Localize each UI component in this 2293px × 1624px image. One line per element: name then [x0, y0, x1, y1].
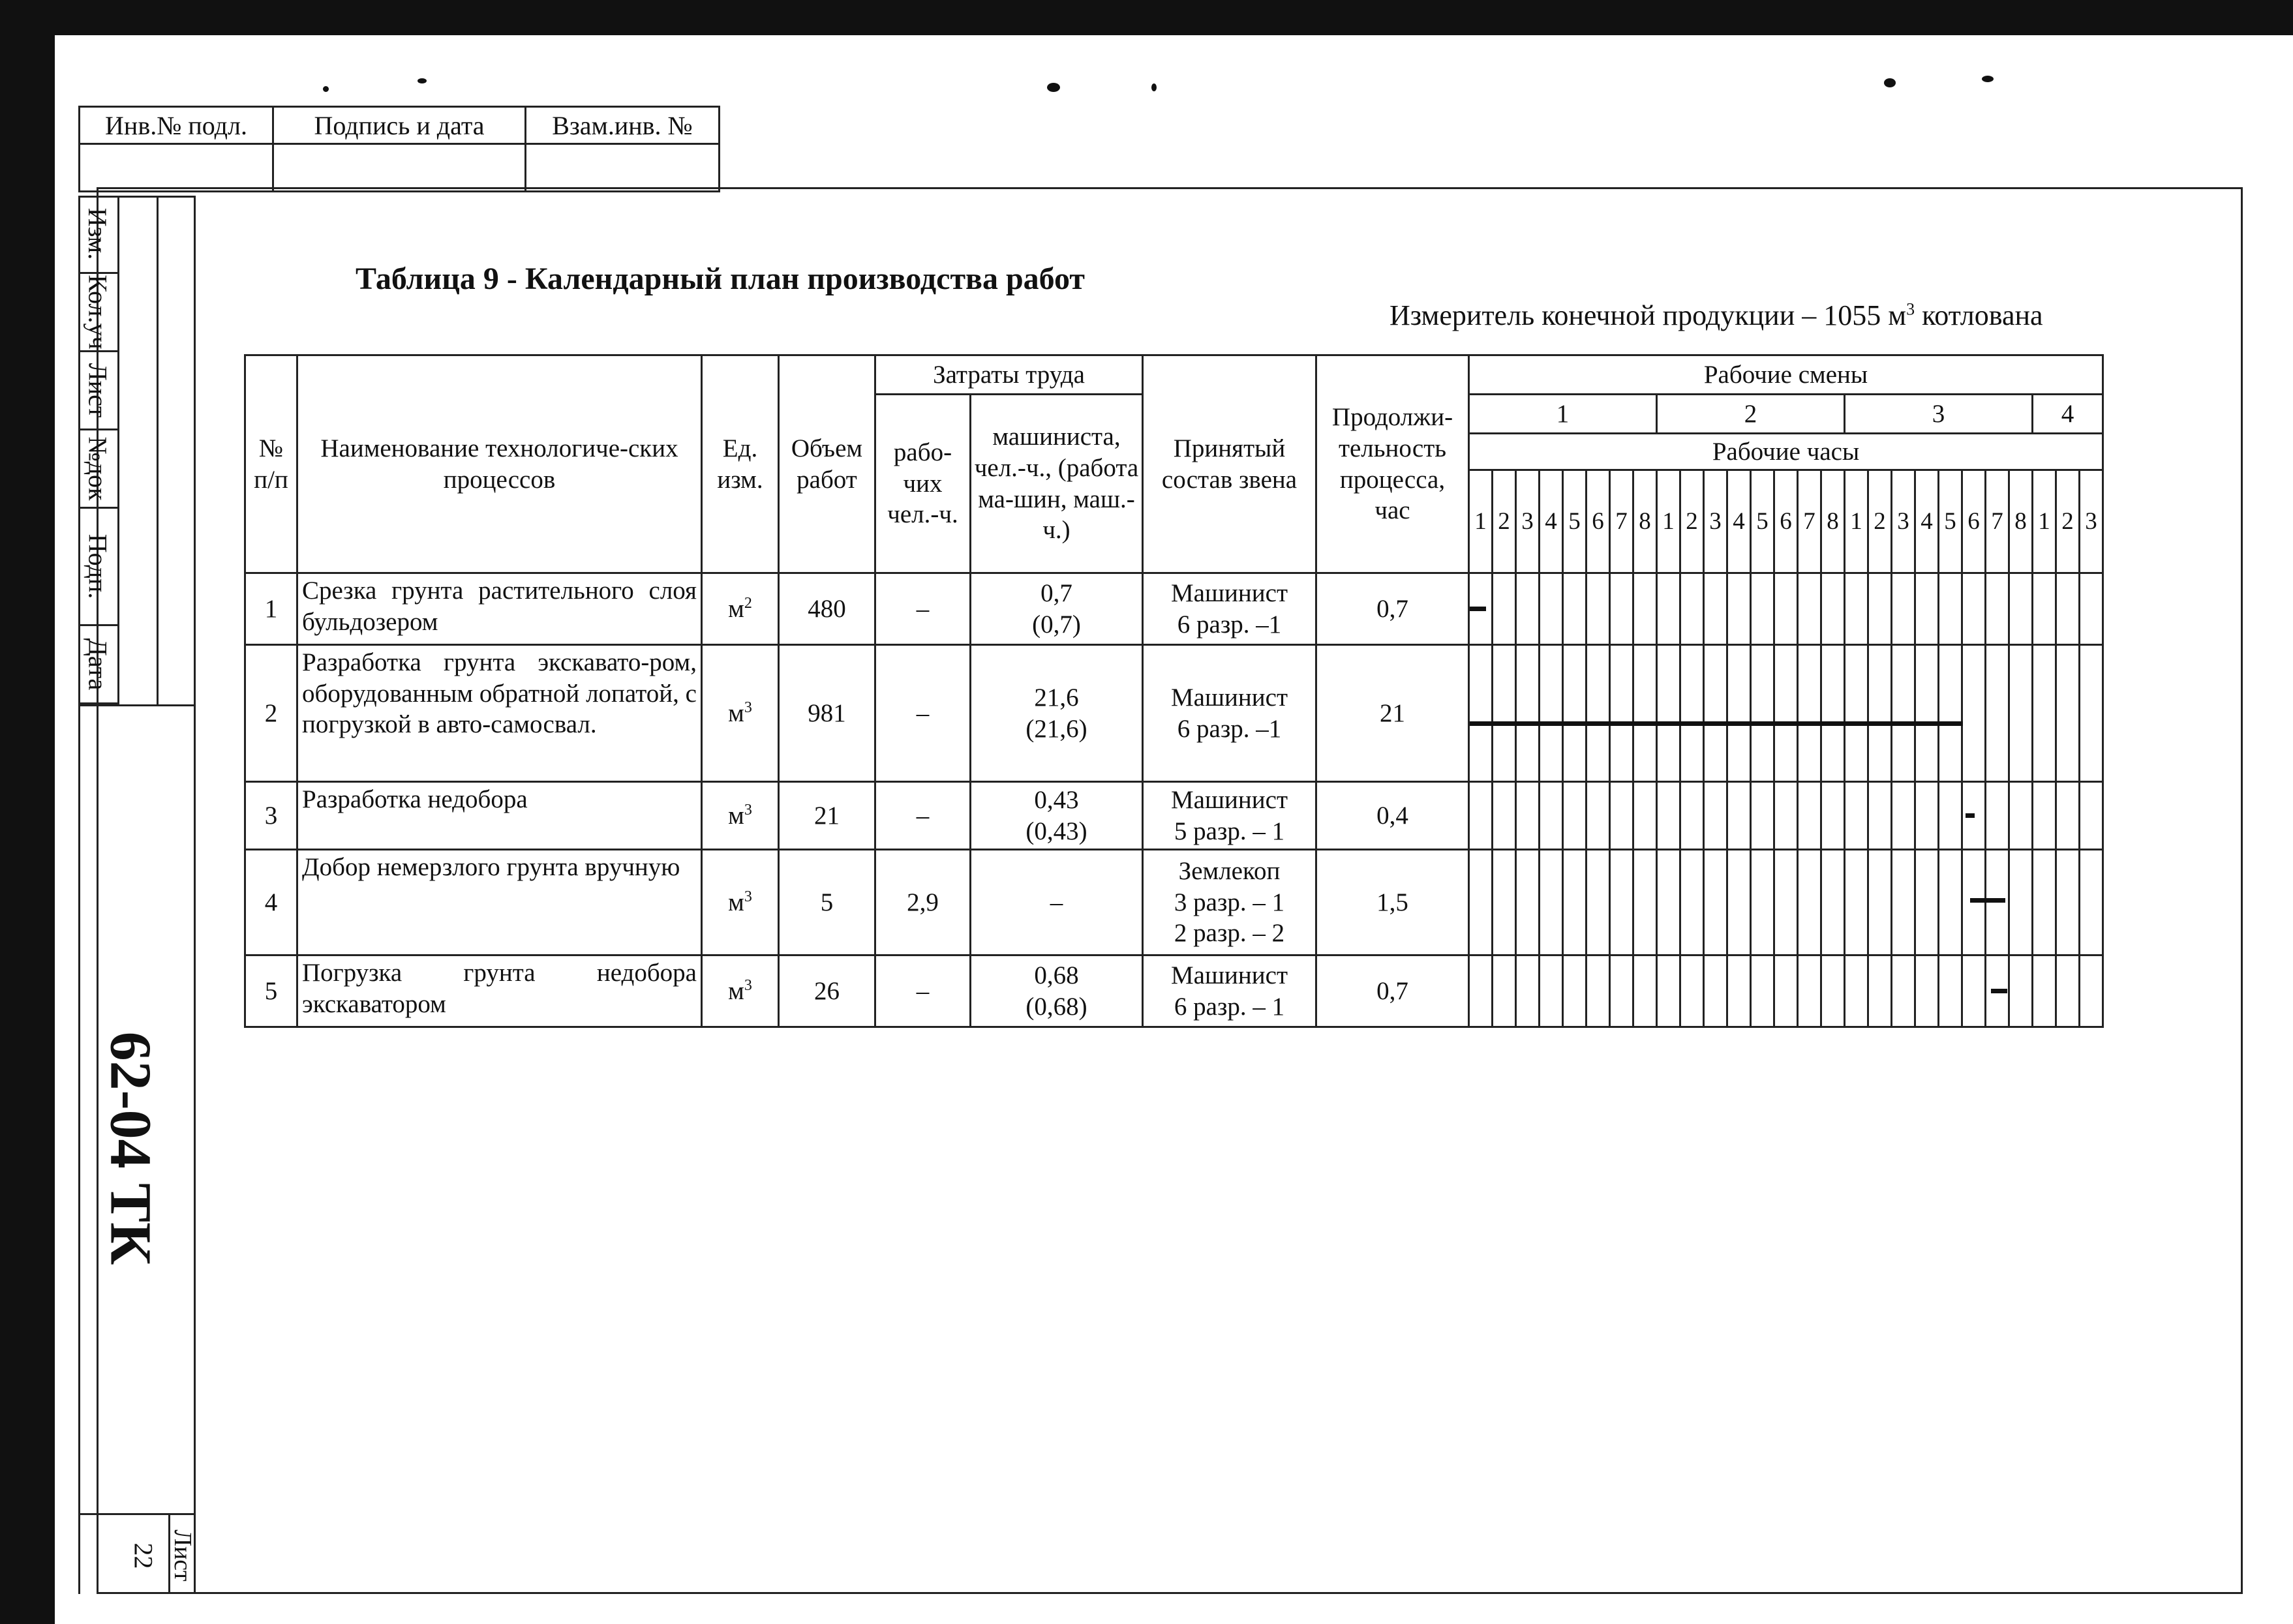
hour-header-1: 1 — [1469, 470, 1493, 573]
gantt-cell — [1680, 782, 1704, 850]
machinist-hours: 0,43 — [1034, 785, 1079, 814]
row-crew — [1143, 573, 1316, 645]
header-shift-2: 2 — [1657, 395, 1845, 434]
gantt-cell — [1821, 573, 1845, 645]
gantt-cell — [1774, 782, 1798, 850]
gantt-cell — [1751, 573, 1774, 645]
gantt-cell — [1962, 850, 1986, 955]
gantt-cell — [1939, 850, 1962, 955]
gantt-cell — [1751, 645, 1774, 782]
gantt-cell — [2056, 782, 2080, 850]
header-shift-3: 3 — [1845, 395, 2033, 434]
unit-power: 3 — [744, 976, 752, 994]
gantt-cell — [1962, 573, 1986, 645]
row-workers: – — [875, 955, 971, 1027]
scan-speck — [323, 86, 329, 92]
unit-text: м — [728, 976, 744, 1005]
table-row — [245, 573, 2103, 645]
stamp-signature-label: Подпись и дата — [273, 107, 526, 144]
hour-header-24: 8 — [2009, 470, 2033, 573]
gantt-cell — [2056, 645, 2080, 782]
output-meter: Измеритель конечной продукции – 1055 $м^3$ котлована — [1389, 299, 2043, 331]
gantt-cell — [1633, 955, 1657, 1027]
header-shift-1: 1 — [1469, 395, 1657, 434]
gantt-cell — [1657, 782, 1680, 850]
gantt-cell — [1633, 645, 1657, 782]
gantt-cell — [1845, 850, 1868, 955]
machinist-hours: 0,68 — [1034, 961, 1079, 989]
crew-grade: 3 разр. – 1 — [1174, 888, 1285, 916]
gantt-cell — [1587, 573, 1610, 645]
machine-hours: (0,68) — [1025, 992, 1087, 1021]
hour-header-12: 4 — [1727, 470, 1751, 573]
row-machinist — [971, 782, 1143, 850]
crew-grade: 6 разр. –1 — [1177, 610, 1282, 639]
gantt-cell — [1986, 645, 2009, 782]
gantt-cell — [1727, 955, 1751, 1027]
machine-hours: (21,6) — [1025, 714, 1087, 743]
gantt-cell — [1845, 645, 1868, 782]
header-hours: Рабочие часы — [1469, 434, 2103, 470]
row-volume: 981 — [779, 645, 875, 782]
gantt-cell — [1540, 955, 1563, 1027]
row-num: 3 — [245, 782, 297, 850]
gantt-cell — [2080, 645, 2103, 782]
row-volume: 480 — [779, 573, 875, 645]
hour-header-19: 3 — [1892, 470, 1915, 573]
gantt-cell — [1493, 955, 1516, 1027]
side-cell-izm: Изм. — [78, 196, 117, 274]
hour-header-26: 2 — [2056, 470, 2080, 573]
header-shift-4: 4 — [2033, 395, 2103, 434]
row-volume: 21 — [779, 782, 875, 850]
row-machinist — [971, 645, 1143, 782]
gantt-cell — [2009, 955, 2033, 1027]
unit-power: 3 — [744, 699, 752, 716]
gantt-cell — [1469, 782, 1493, 850]
gantt-cell — [1469, 645, 1493, 782]
hour-header-17: 1 — [1845, 470, 1868, 573]
gantt-cell — [1798, 850, 1821, 955]
hour-header-2: 2 — [1493, 470, 1516, 573]
gantt-cell — [1868, 645, 1892, 782]
work-schedule-table — [244, 354, 2104, 1028]
gantt-cell — [2080, 850, 2103, 955]
header-workers: рабо-чих чел.-ч. — [875, 395, 971, 573]
gantt-cell — [1845, 782, 1868, 850]
crew-grade: 6 разр. – 1 — [1174, 992, 1285, 1021]
stamp-inv-value — [80, 144, 273, 192]
gantt-cell — [1587, 850, 1610, 955]
gantt-cell — [1798, 782, 1821, 850]
gantt-cell — [1868, 850, 1892, 955]
gantt-cell — [1563, 850, 1587, 955]
unit-power: 2 — [744, 594, 752, 612]
scan-speck — [418, 78, 427, 83]
gantt-cell — [1939, 573, 1962, 645]
gantt-cell — [1633, 782, 1657, 850]
gantt-cell — [1821, 645, 1845, 782]
scan-edge-top — [0, 0, 2293, 35]
gantt-cell — [1727, 782, 1751, 850]
gantt-cell — [1610, 955, 1633, 1027]
row-duration: 0,7 — [1316, 955, 1469, 1027]
gantt-cell — [1680, 645, 1704, 782]
side-cell-koluch: Кол.уч — [78, 274, 117, 352]
hour-header-27: 3 — [2080, 470, 2103, 573]
unit-power: 3 — [744, 888, 752, 905]
gantt-cell — [1915, 782, 1939, 850]
machinist-hours: 0,7 — [1040, 579, 1072, 607]
gantt-cell — [1633, 850, 1657, 955]
gantt-cell — [1493, 645, 1516, 782]
gantt-cell — [1751, 782, 1774, 850]
gantt-cell — [1516, 782, 1540, 850]
gantt-cell — [1892, 645, 1915, 782]
scan-speck — [1884, 78, 1896, 87]
row-workers: 2,9 — [875, 850, 971, 955]
side-separator — [78, 704, 196, 706]
table-title: Таблица 9 - Календарный план производства работ — [356, 262, 1085, 296]
gantt-cell — [1633, 573, 1657, 645]
header-machinist: машиниста, чел.-ч., (работа ма-шин, маш.-ч.) — [971, 395, 1143, 573]
row-workers: – — [875, 645, 971, 782]
gantt-cell — [1821, 955, 1845, 1027]
gantt-cell — [1727, 573, 1751, 645]
row-duration: 1,5 — [1316, 850, 1469, 955]
hour-header-16: 8 — [1821, 470, 1845, 573]
gantt-cell — [1915, 573, 1939, 645]
gantt-cell — [1986, 573, 2009, 645]
hour-header-22: 6 — [1962, 470, 1986, 573]
hour-header-20: 4 — [1915, 470, 1939, 573]
gantt-cell — [1892, 573, 1915, 645]
gantt-cell — [1868, 955, 1892, 1027]
table-row — [245, 645, 2103, 782]
hour-header-8: 8 — [1633, 470, 1657, 573]
gantt-cell — [2033, 645, 2056, 782]
gantt-cell — [1587, 782, 1610, 850]
gantt-cell — [2056, 850, 2080, 955]
gantt-cell — [1587, 955, 1610, 1027]
gantt-cell — [2056, 573, 2080, 645]
hour-header-23: 7 — [1986, 470, 2009, 573]
header-shifts: Рабочие смены — [1469, 355, 2103, 395]
gantt-cell — [2080, 573, 2103, 645]
row-volume: 26 — [779, 955, 875, 1027]
gantt-cell — [1892, 782, 1915, 850]
crew-grade: 2 разр. – 2 — [1174, 919, 1285, 948]
gantt-cell — [1962, 782, 1986, 850]
unit-text: м — [728, 594, 744, 623]
gantt-cell — [1657, 850, 1680, 955]
gantt-cell — [1469, 955, 1493, 1027]
gantt-cell — [1657, 955, 1680, 1027]
gantt-cell — [1774, 573, 1798, 645]
side-cell-podp: Подп. — [78, 509, 117, 626]
gantt-cell — [1680, 850, 1704, 955]
gantt-cell — [1704, 850, 1727, 955]
row-duration: 0,7 — [1316, 573, 1469, 645]
gantt-cell — [1469, 573, 1493, 645]
hour-header-11: 3 — [1704, 470, 1727, 573]
row-crew — [1143, 782, 1316, 850]
hour-header-5: 5 — [1563, 470, 1587, 573]
gantt-cell — [1751, 955, 1774, 1027]
gantt-cell — [1845, 955, 1868, 1027]
gantt-cell — [1563, 782, 1587, 850]
gantt-cell — [1587, 645, 1610, 782]
row-unit — [702, 573, 779, 645]
gantt-cell — [1727, 850, 1751, 955]
header-unit: Ед. изм. — [702, 355, 779, 573]
gantt-cell — [1657, 573, 1680, 645]
row-num: 4 — [245, 850, 297, 955]
crew-role: Машинист — [1171, 683, 1288, 712]
gantt-cell — [2033, 573, 2056, 645]
row-volume: 5 — [779, 850, 875, 955]
gantt-cell — [1516, 573, 1540, 645]
scan-speck — [1982, 76, 1994, 82]
unit-text: м — [728, 888, 744, 916]
gantt-cell — [1680, 955, 1704, 1027]
gantt-cell — [1610, 573, 1633, 645]
gantt-cell — [1540, 850, 1563, 955]
gantt-cell — [1493, 782, 1516, 850]
gantt-cell — [2056, 955, 2080, 1027]
table-row — [245, 782, 2103, 850]
hour-header-4: 4 — [1540, 470, 1563, 573]
gantt-cell — [2080, 782, 2103, 850]
row-machinist — [971, 573, 1143, 645]
hour-header-21: 5 — [1939, 470, 1962, 573]
row-machinist — [971, 955, 1143, 1027]
gantt-cell — [1915, 645, 1939, 782]
gantt-cell — [1986, 850, 2009, 955]
crew-role: Машинист — [1171, 785, 1288, 814]
gantt-cell — [1962, 645, 1986, 782]
hour-header-15: 7 — [1798, 470, 1821, 573]
gantt-cell — [2033, 782, 2056, 850]
hour-header-18: 2 — [1868, 470, 1892, 573]
row-name: Разработка недобора — [297, 782, 702, 850]
side-cell-data: Дата — [78, 626, 117, 704]
hour-header-13: 5 — [1751, 470, 1774, 573]
gantt-cell — [1704, 782, 1727, 850]
hour-header-10: 2 — [1680, 470, 1704, 573]
sheet-number: 22 — [129, 1542, 159, 1569]
crew-role: Машинист — [1171, 961, 1288, 989]
table-row — [245, 955, 2103, 1027]
gantt-cell — [1751, 850, 1774, 955]
gantt-cell — [1939, 955, 1962, 1027]
gantt-cell — [1493, 573, 1516, 645]
machinist-hours: 21,6 — [1034, 683, 1079, 712]
gantt-cell — [1774, 850, 1798, 955]
gantt-cell — [1774, 955, 1798, 1027]
gantt-cell — [1774, 645, 1798, 782]
row-unit — [702, 645, 779, 782]
header-crew: Принятый состав звена — [1143, 355, 1316, 573]
scan-speck — [1047, 83, 1060, 92]
row-num: 1 — [245, 573, 297, 645]
hour-header-3: 3 — [1516, 470, 1540, 573]
gantt-cell — [1563, 955, 1587, 1027]
gantt-cell — [1986, 782, 2009, 850]
row-name: Добор немерзлого грунта вручную — [297, 850, 702, 955]
hour-header-9: 1 — [1657, 470, 1680, 573]
sheet-number-box — [78, 1513, 196, 1594]
gantt-cell — [1892, 850, 1915, 955]
scan-edge-left — [0, 0, 55, 1624]
sheet-label: Лист — [169, 1529, 196, 1582]
row-unit — [702, 850, 779, 955]
header-labor: Затраты труда — [875, 355, 1143, 395]
row-workers: – — [875, 782, 971, 850]
gantt-cell — [1892, 955, 1915, 1027]
gantt-cell — [1915, 850, 1939, 955]
gantt-cell — [1563, 645, 1587, 782]
gantt-cell — [1704, 573, 1727, 645]
gantt-bar — [1470, 607, 1486, 611]
gantt-cell — [1540, 573, 1563, 645]
row-unit — [702, 955, 779, 1027]
gantt-cell — [1821, 782, 1845, 850]
gantt-cell — [1540, 782, 1563, 850]
unit-text: м — [728, 699, 744, 727]
row-machinist — [971, 850, 1143, 955]
gantt-cell — [1516, 850, 1540, 955]
gantt-cell — [1610, 645, 1633, 782]
hour-header-7: 7 — [1610, 470, 1633, 573]
gantt-cell — [1704, 955, 1727, 1027]
side-divider — [117, 196, 119, 704]
row-num: 5 — [245, 955, 297, 1027]
row-unit — [702, 782, 779, 850]
header-num: № п/п — [245, 355, 297, 573]
gantt-cell — [2080, 955, 2103, 1027]
machine-hours: (0,7) — [1032, 610, 1081, 639]
stamp-inv-label: Инв.№ подл. — [80, 107, 273, 144]
row-crew — [1143, 850, 1316, 955]
gantt-cell — [1821, 850, 1845, 955]
side-cell-ndok: №док — [78, 430, 117, 509]
gantt-cell — [1939, 782, 1962, 850]
approval-stamp — [78, 106, 720, 192]
gantt-cell — [1798, 645, 1821, 782]
gantt-cell — [2033, 955, 2056, 1027]
gantt-cell — [1798, 573, 1821, 645]
stamp-replace-label: Взам.инв. № — [526, 107, 720, 144]
gantt-cell — [1727, 645, 1751, 782]
gantt-cell — [1962, 955, 1986, 1027]
row-duration: 0,4 — [1316, 782, 1469, 850]
gantt-cell — [1469, 850, 1493, 955]
header-volume: Объем работ — [779, 355, 875, 573]
row-name: Погрузка грунта недобора экскаватором — [297, 955, 702, 1027]
row-crew — [1143, 645, 1316, 782]
gantt-cell — [1845, 573, 1868, 645]
row-name: Срезка грунта растительного слоя бульдозером — [297, 573, 702, 645]
gantt-cell — [1939, 645, 1962, 782]
gantt-cell — [1915, 955, 1939, 1027]
header-name: Наименование технологиче-ских процессов — [297, 355, 702, 573]
gantt-cell — [2033, 850, 2056, 955]
gantt-cell — [1868, 573, 1892, 645]
gantt-cell — [1868, 782, 1892, 850]
gantt-cell — [2009, 782, 2033, 850]
machinist-hours: – — [1050, 888, 1063, 916]
unit-power: 3 — [744, 801, 752, 819]
gantt-cell — [2009, 850, 2033, 955]
side-cell-list: Лист — [78, 352, 117, 430]
hour-header-25: 1 — [2033, 470, 2056, 573]
stamp-replace-value — [526, 144, 720, 192]
gantt-cell — [1563, 573, 1587, 645]
gantt-cell — [1516, 955, 1540, 1027]
crew-role: Землекоп — [1178, 857, 1281, 886]
header-duration: Продолжи-тельность процесса, час — [1316, 355, 1469, 573]
crew-grade: 5 разр. – 1 — [1174, 817, 1285, 845]
unit-text: м — [728, 801, 744, 830]
gantt-cell — [1516, 645, 1540, 782]
gantt-cell — [2009, 645, 2033, 782]
row-num: 2 — [245, 645, 297, 782]
gantt-cell — [1610, 782, 1633, 850]
gantt-cell — [1704, 645, 1727, 782]
crew-role: Машинист — [1171, 579, 1288, 607]
table-row — [245, 850, 2103, 955]
row-crew — [1143, 955, 1316, 1027]
machine-hours: (0,43) — [1025, 817, 1087, 845]
gantt-cell — [1657, 645, 1680, 782]
gantt-cell — [1986, 955, 2009, 1027]
gantt-cell — [1540, 645, 1563, 782]
crew-grade: 6 разр. –1 — [1177, 714, 1282, 743]
gantt-cell — [1610, 850, 1633, 955]
gantt-cell — [1798, 955, 1821, 1027]
gantt-cell — [1680, 573, 1704, 645]
scan-speck — [1151, 83, 1157, 91]
row-workers: – — [875, 573, 971, 645]
gantt-cell — [2009, 573, 2033, 645]
row-name: Разработка грунта экскавато-ром, оборудованным обратной лопатой, с погрузкой в авто-самосвал. — [297, 645, 702, 782]
hour-header-6: 6 — [1587, 470, 1610, 573]
hour-header-14: 6 — [1774, 470, 1798, 573]
row-duration: 21 — [1316, 645, 1469, 782]
document-code: 62-04 ТК — [98, 1031, 163, 1265]
side-divider — [157, 196, 159, 704]
stamp-signature-value — [273, 144, 526, 192]
gantt-cell — [1493, 850, 1516, 955]
